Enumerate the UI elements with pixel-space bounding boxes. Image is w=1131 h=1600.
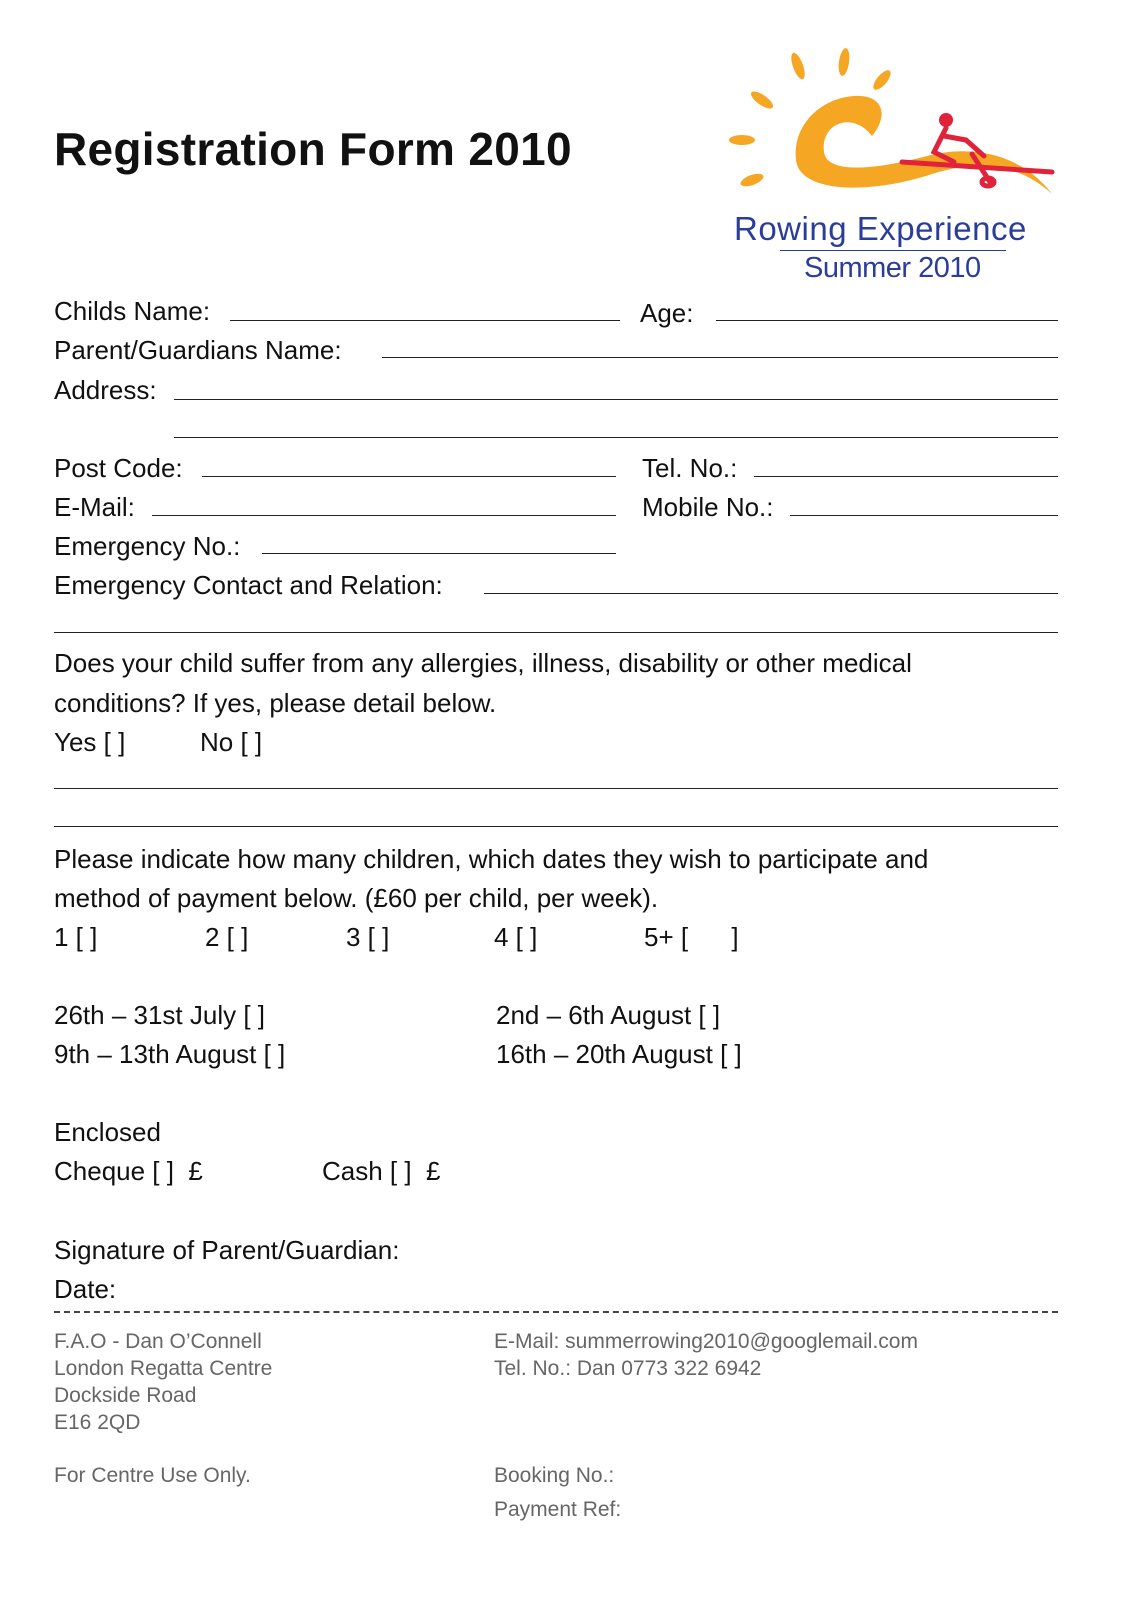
- page-title: Registration Form 2010: [54, 123, 572, 175]
- tel-field[interactable]: [754, 476, 1058, 477]
- footer-address-line: London Regatta Centre: [54, 1357, 273, 1380]
- mobile-field[interactable]: [790, 515, 1058, 516]
- children-count-4-checkbox[interactable]: 4 [ ]: [494, 922, 538, 952]
- logo-subtitle: Summer 2010: [804, 252, 981, 284]
- enclosed-label: Enclosed: [54, 1117, 161, 1147]
- medical-yes-checkbox[interactable]: Yes [ ]: [54, 727, 126, 757]
- children-count-5plus-checkbox[interactable]: 5+ [ ]: [644, 922, 739, 952]
- footer-address-line: F.A.O - Dan O’Connell: [54, 1330, 262, 1353]
- footer-email: E-Mail: summerrowing2010@googlemail.com: [494, 1330, 918, 1353]
- footer-address: [54, 1328, 272, 1436]
- children-count-1-checkbox[interactable]: 1 [ ]: [54, 922, 98, 952]
- cheque-checkbox[interactable]: Cheque [ ] £: [54, 1156, 203, 1186]
- parent-name-field[interactable]: [382, 357, 1058, 358]
- emergency-no-field[interactable]: [262, 553, 616, 554]
- parent-name-label: Parent/Guardians Name:: [54, 335, 342, 365]
- address-field-line1[interactable]: [174, 399, 1058, 400]
- medical-no-checkbox[interactable]: No [ ]: [200, 727, 263, 757]
- age-field[interactable]: [716, 320, 1058, 321]
- age-label: Age:: [640, 298, 694, 328]
- children-count-3-checkbox[interactable]: 3 [ ]: [346, 922, 390, 952]
- rowing-logo: [722, 44, 1062, 294]
- sun-rower-logo-icon: [722, 44, 1062, 204]
- address-field-line2[interactable]: [174, 437, 1058, 438]
- emergency-contact-label: Emergency Contact and Relation:: [54, 570, 443, 600]
- child-name-field[interactable]: [230, 320, 620, 321]
- mobile-label: Mobile No.:: [642, 492, 774, 522]
- tel-label: Tel. No.:: [642, 453, 738, 483]
- children-instruction-line1: Please indicate how many children, which dates they wish to participate and: [54, 844, 929, 874]
- footer-address-line: Dockside Road: [54, 1384, 197, 1407]
- date-week2-checkbox[interactable]: 2nd – 6th August [ ]: [496, 1000, 721, 1030]
- children-count-2-checkbox[interactable]: 2 [ ]: [205, 922, 249, 952]
- tear-off-divider: [54, 1311, 1058, 1313]
- address-label: Address:: [54, 375, 157, 405]
- cash-checkbox[interactable]: Cash [ ] £: [322, 1156, 441, 1186]
- date-week4-checkbox[interactable]: 16th – 20th August [ ]: [496, 1039, 742, 1069]
- booking-no-label: Booking No.:: [494, 1464, 615, 1487]
- signature-label: Signature of Parent/Guardian:: [54, 1235, 400, 1265]
- medical-details-field-line2[interactable]: [54, 826, 1058, 827]
- date-week3-checkbox[interactable]: 9th – 13th August [ ]: [54, 1039, 286, 1069]
- logo-title: Rowing Experience: [734, 210, 1027, 247]
- medical-details-field-line1[interactable]: [54, 788, 1058, 789]
- payment-ref-label: Payment Ref:: [494, 1498, 622, 1521]
- footer-address-line: E16 2QD: [54, 1411, 141, 1434]
- emergency-contact-field[interactable]: [484, 593, 1058, 594]
- medical-question-line1: Does your child suffer from any allergies, illness, disability or other medical: [54, 648, 912, 678]
- date-label: Date:: [54, 1274, 117, 1304]
- medical-question-line2: conditions? If yes, please detail below.: [54, 688, 497, 718]
- date-week1-checkbox[interactable]: 26th – 31st July [ ]: [54, 1000, 266, 1030]
- emergency-no-label: Emergency No.:: [54, 531, 241, 561]
- footer-tel: Tel. No.: Dan 0773 322 6942: [494, 1357, 762, 1380]
- centre-use-label: For Centre Use Only.: [54, 1464, 251, 1487]
- post-code-label: Post Code:: [54, 453, 183, 483]
- post-code-field[interactable]: [202, 476, 616, 477]
- child-name-label: Childs Name:: [54, 296, 211, 326]
- emergency-contact-field-line2[interactable]: [54, 632, 1058, 633]
- email-field[interactable]: [152, 515, 616, 516]
- email-label: E-Mail:: [54, 492, 135, 522]
- children-instruction-line2: method of payment below. (£60 per child, per week).: [54, 883, 659, 913]
- logo-divider: [780, 250, 1006, 251]
